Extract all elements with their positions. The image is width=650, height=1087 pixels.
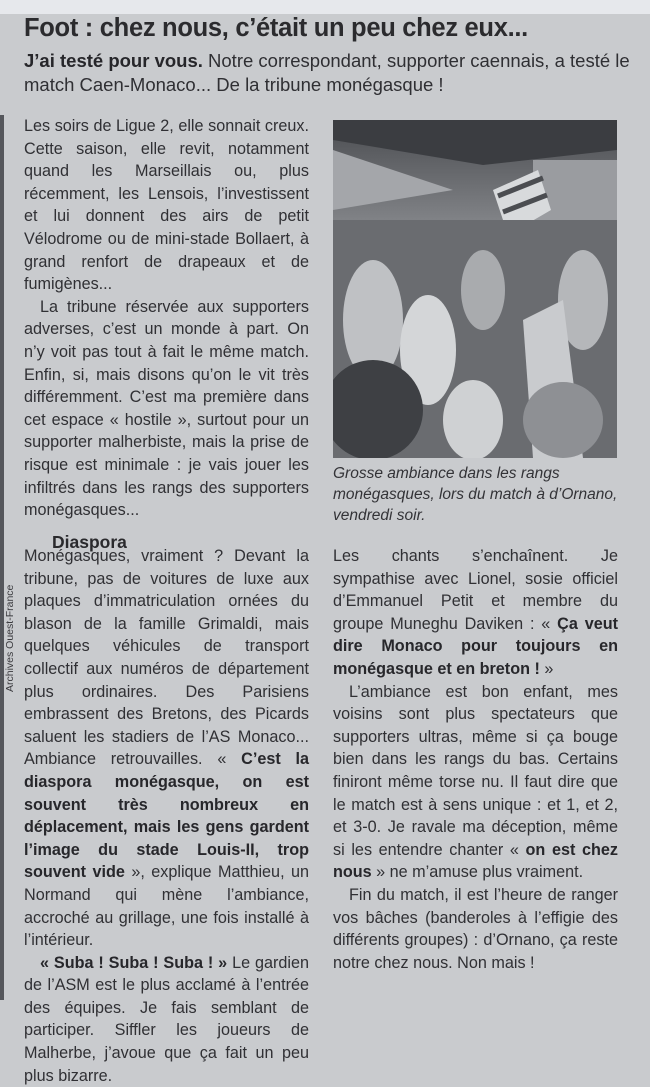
text-run: Le gardien de l’ASM est le plus acclamé à l’entrée des équipes. Je fais semblant de participer. Siffler les joueurs de Malherbe, j’avoue que ça fait un peu plus bizarre. [24, 953, 309, 1085]
text-run: L’ambiance est bon enfant, mes voisins sont plus spectateurs que supporters ultras, même si ça bouge bien dans les rangs du bas. Certains finiront même torse nu. Il faut dire que le match est à sens unique : et 1, et 2, et 3-0. Je ravale ma déception, même si les entendre chanter « [333, 682, 618, 859]
paragraph: La tribune réservée aux supporters adverses, c’est un monde à part. On n’y voit pas tout à fait le même match. Enfin, si, mais disons qu’on le vit très différemment. C’est ma première dans cet espace « hostile », surtout pour un supporter malherbiste, mais la prise de risque est minimale : je vais jouer les infiltrés dans les rangs des supporters monégasques... [24, 297, 309, 520]
text-run: », explique Matthieu, un Normand qui mène l’ambiance, accroché au grillage, une fois installé à l’intérieur. [24, 863, 309, 950]
paragraph [333, 681, 618, 884]
quote: C’est la diaspora monégasque, on est souvent très nombreux en déplacement, mais les gens gardent l’image du stade Louis-II, trop souvent vide [24, 750, 309, 882]
quote: on est chez nous [333, 840, 618, 882]
stadium-crowd-photo [333, 120, 617, 458]
text-run: » ne m’amuse plus vraiment. [371, 863, 584, 882]
paragraph [24, 952, 309, 1087]
article-column-1 [24, 115, 309, 563]
article-column-2 [24, 545, 309, 1087]
headline: Foot : chez nous, c’était un peu chez eux... [24, 14, 528, 42]
text-run: » [539, 659, 554, 678]
article-column-3 [333, 545, 618, 974]
text-run: Monégasques, vraiment ? Devant la tribune, pas de voitures de luxe aux plaques d’immatriculation ornées du blason de la famille Grimaldi, mais quelques véhicules de transport collectif aux numéros de département plus ordinaires. Des Parisiens embrassent des Bretons, des Picards saluent les stadiers de l’AS Monaco... Ambiance retrouvailles. « [24, 547, 309, 769]
paragraph [333, 545, 618, 681]
standfirst [24, 49, 634, 97]
photo-credit: Archives Ouest-France [4, 584, 16, 692]
crowd-photo-illustration [333, 120, 617, 458]
quote: « Suba ! Suba ! Suba ! » [40, 953, 228, 972]
subheading: Diaspora [52, 531, 127, 552]
paragraph [24, 545, 309, 952]
standfirst-text: Notre correspondant, supporter caennais, a testé le match Caen-Monaco... De la tribune monégasque ! [24, 50, 630, 95]
paragraph: Les soirs de Ligue 2, elle sonnait creux. Cette saison, elle revit, notamment quand les Marseillais ou, plus récemment, les Lensois, l’investissent et lui donnent des airs de petit Vélodrome ou de mini-stade Bollaert, à grand renfort de drapeaux et de fumigènes... [24, 117, 309, 294]
standfirst-lead: J’ai testé pour vous. [24, 50, 203, 71]
text-run: Les chants s’enchaînent. Je sympathise avec Lionel, sosie officiel d’Emmanuel Petit et membre du groupe Muneghu Daviken : « [333, 547, 618, 633]
quote: Ça veut dire Monaco pour toujours en monégasque et en breton ! [333, 614, 619, 678]
photo-caption: Grosse ambiance dans les rangs monégasques, lors du match à d’Ornano, vendredi soir. [333, 465, 618, 524]
page-top-margin [0, 0, 650, 14]
paragraph: Fin du match, il est l’heure de ranger vos bâches (banderoles à l’effigie des différents groupes) : d’Ornano, ça reste notre chez nous. Non mais ! [333, 885, 618, 972]
